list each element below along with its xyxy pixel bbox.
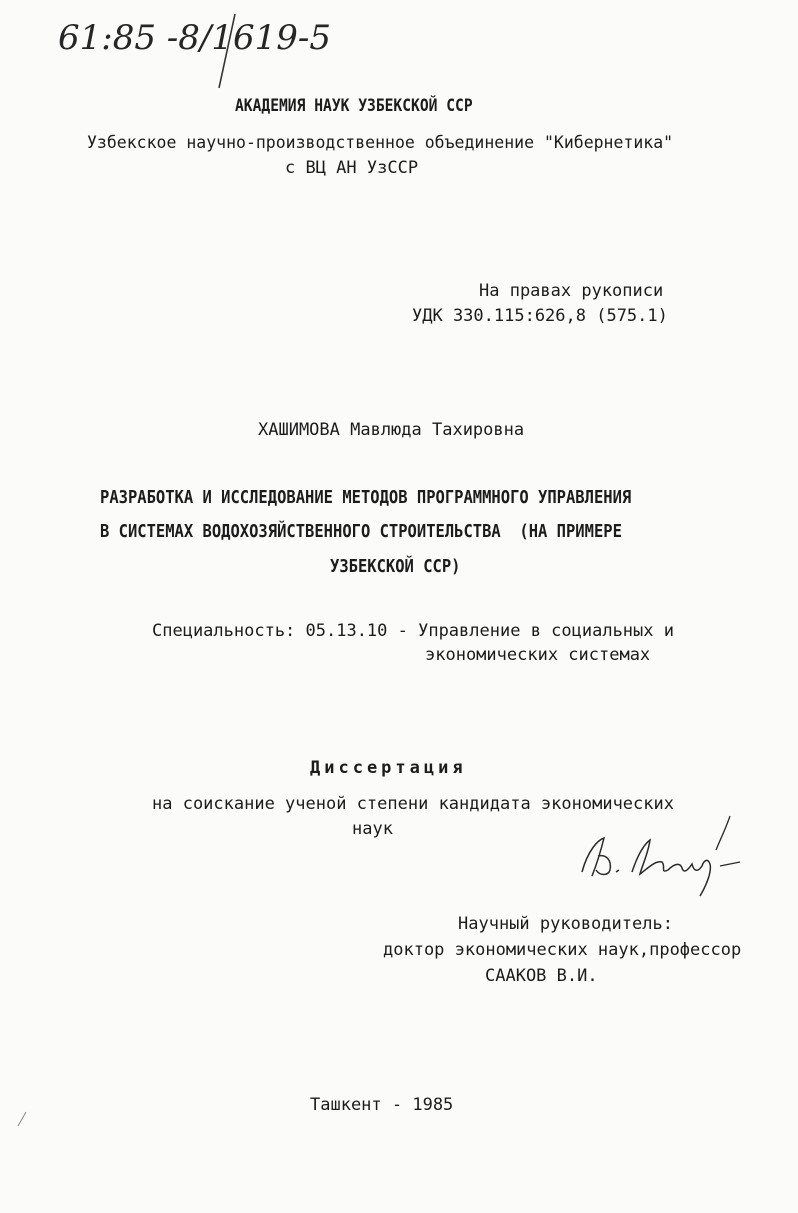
title-line-2: В СИСТЕМАХ ВОДОХОЗЯЙСТВЕННОГО СТРОИТЕЛЬСТВА (НА ПРИМЕРЕ bbox=[100, 521, 622, 542]
page-mark bbox=[14, 1110, 28, 1130]
specialty-line-1: Специальность: 05.13.10 - Управление в социальных и bbox=[152, 621, 674, 641]
place-and-year: Ташкент - 1985 bbox=[310, 1095, 454, 1115]
author-signature bbox=[570, 810, 750, 900]
udk-code: УДК 330.115:626,8 (575.1) bbox=[412, 306, 668, 326]
manuscript-rights: На правах рукописи bbox=[479, 281, 664, 301]
supervisor-name: СААКОВ В.И. bbox=[485, 966, 598, 986]
handwritten-slash-mark bbox=[205, 12, 245, 92]
organization-line-1: Узбекское научно-производственное объединение "Кибернетика" bbox=[87, 133, 674, 152]
title-line-1: РАЗРАБОТКА И ИССЛЕДОВАНИЕ МЕТОДОВ ПРОГРАММНОГО УПРАВЛЕНИЯ bbox=[100, 487, 632, 508]
degree-line-2: наук bbox=[352, 819, 393, 839]
degree-line-1: на соискание ученой степени кандидата экономических bbox=[152, 794, 674, 814]
archive-code-handwritten: 61:85 -8/1619-5 bbox=[58, 18, 332, 58]
organization-line-2: с ВЦ АН УзССР bbox=[285, 158, 419, 178]
specialty-line-2: экономических системах bbox=[425, 645, 651, 665]
academy-heading: АКАДЕМИЯ НАУК УЗБЕКСКОЙ ССР bbox=[235, 96, 473, 116]
supervisor-label: Научный руководитель: bbox=[458, 914, 673, 934]
dissertation-label: Диссертация bbox=[310, 758, 467, 778]
author-name: ХАШИМОВА Мавлюда Тахировна bbox=[258, 420, 525, 440]
title-line-3: УЗБЕКСКОЙ ССР) bbox=[330, 556, 461, 577]
supervisor-title: доктор экономических наук,профессор bbox=[383, 940, 742, 960]
